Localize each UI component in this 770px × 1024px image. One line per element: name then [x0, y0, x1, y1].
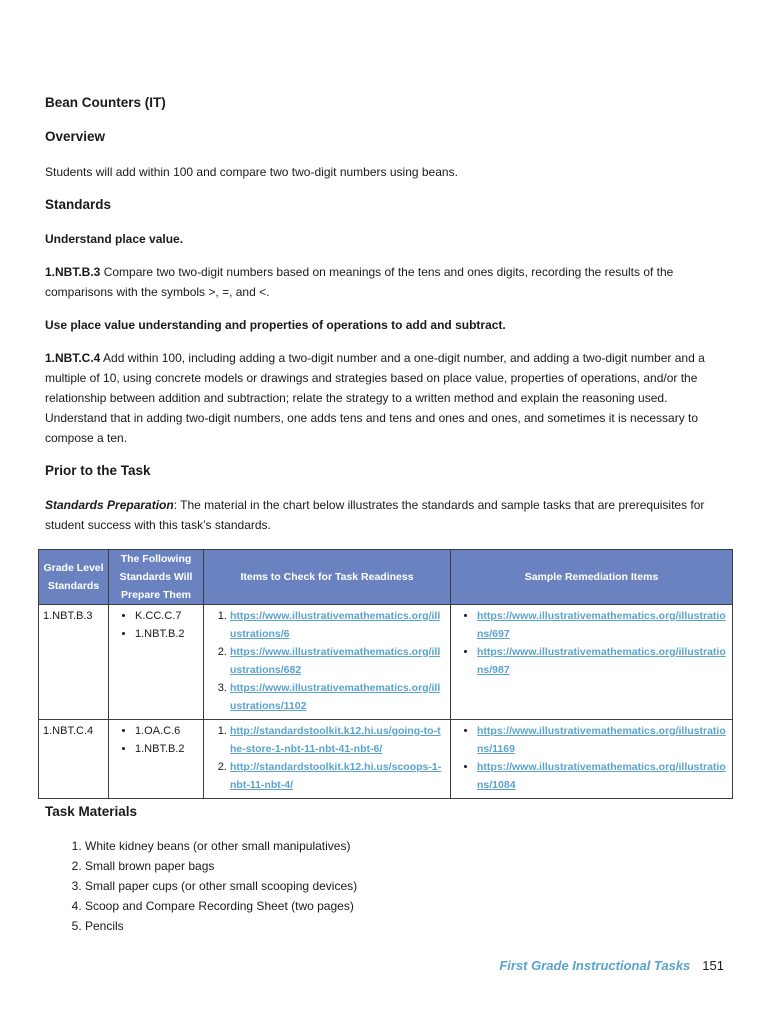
remediation-cell [451, 720, 733, 799]
prep-cell [109, 720, 204, 799]
header-prepare: The Following Standards Will Prepare Them [109, 550, 204, 605]
standards-table [38, 549, 733, 799]
readiness-link[interactable]: https://www.illustrativemathematics.org/illustrations/682 [230, 646, 441, 676]
standard-text: Compare two two-digit numbers based on meanings of the tens and ones digits, recording the results of the comparisons with the symbols >, =, and <. [45, 265, 674, 299]
readiness-link[interactable]: https://www.illustrativemathematics.org/illustrations/1102 [230, 682, 441, 712]
header-items: Items to Check for Task Readiness [204, 550, 451, 605]
list-item: 1. White kidney beans (or other small manipulatives) [85, 836, 357, 856]
grade-cell: 1.NBT.C.4 [39, 720, 109, 799]
standard-code: 1.NBT.C.4 [45, 351, 101, 365]
readiness-link[interactable]: https://www.illustrativemathematics.org/illustrations/6 [230, 610, 441, 640]
standard-nbt-c4 [45, 348, 725, 448]
page-number: 151 [702, 958, 724, 973]
table-row [39, 605, 733, 720]
standard-text: Add within 100, including adding a two-digit number and a one-digit number, and adding a two-digit number and a multiple of 10, using concrete models or drawings and strategies based on place value, properties of operations, and/or the relationship between addition and subtraction; relate the strategy to a written method and explain the reasoning used. Understand that in adding two-digit numbers, one adds tens and tens and ones and ones, and sometimes it is necessary to compose a ten. [45, 351, 705, 445]
remediation-link[interactable]: https://www.illustrativemathematics.org/illustrations/1169 [477, 725, 726, 755]
list-item: 3. Small paper cups (or other small scooping devices) [85, 876, 357, 896]
cluster-place-value: Understand place value. [45, 232, 184, 246]
header-remediation: Sample Remediation Items [451, 550, 733, 605]
items-cell [204, 605, 451, 720]
standards-preparation-label: Standards Preparation [45, 498, 174, 512]
header-grade: Grade Level Standards [39, 550, 109, 605]
materials-heading: Task Materials [45, 804, 138, 819]
list-item: • 1.NBT.B.2 [135, 740, 199, 758]
cluster-add-subtract: Use place value understanding and properties of operations to add and subtract. [45, 318, 506, 332]
remediation-link[interactable]: https://www.illustrativemathematics.org/illustrations/697 [477, 610, 726, 640]
overview-heading: Overview [45, 129, 106, 144]
standards-heading: Standards [45, 197, 112, 212]
remediation-cell [451, 605, 733, 720]
prior-text [45, 495, 725, 535]
standard-code: 1.NBT.B.3 [45, 265, 101, 279]
footer-title: First Grade Instructional Tasks [499, 958, 691, 973]
list-item: 5. Pencils [85, 916, 357, 936]
readiness-link[interactable]: http://standardstoolkit.k12.hi.us/going-to-the-store-1-nbt-11-nbt-41-nbt-6/ [230, 725, 441, 755]
prep-cell [109, 605, 204, 720]
prior-heading: Prior to the Task [45, 463, 151, 478]
list-item: 2. Small brown paper bags [85, 856, 357, 876]
list-item: 4. Scoop and Compare Recording Sheet (two pages) [85, 896, 357, 916]
readiness-link[interactable]: http://standardstoolkit.k12.hi.us/scoops-1-nbt-11-nbt-4/ [230, 761, 442, 791]
page-footer [499, 958, 724, 973]
prior-description: : The material in the chart below illustrates the standards and sample tasks that are prerequisites for student success with this task’s standards. [45, 498, 705, 532]
document-title: Bean Counters (IT) [45, 95, 166, 110]
list-item: • K.CC.C.7 [135, 607, 199, 625]
remediation-link[interactable]: https://www.illustrativemathematics.org/illustrations/987 [477, 646, 726, 676]
grade-cell: 1.NBT.B.3 [39, 605, 109, 720]
table-row [39, 720, 733, 799]
materials-list [63, 836, 357, 936]
list-item: • 1.NBT.B.2 [135, 625, 199, 643]
table-header-row [39, 550, 733, 605]
list-item: • 1.OA.C.6 [135, 722, 199, 740]
items-cell [204, 720, 451, 799]
overview-text: Students will add within 100 and compare two two-digit numbers using beans. [45, 165, 458, 179]
remediation-link[interactable]: https://www.illustrativemathematics.org/illustrations/1084 [477, 761, 726, 791]
standard-nbt-b3 [45, 262, 725, 302]
